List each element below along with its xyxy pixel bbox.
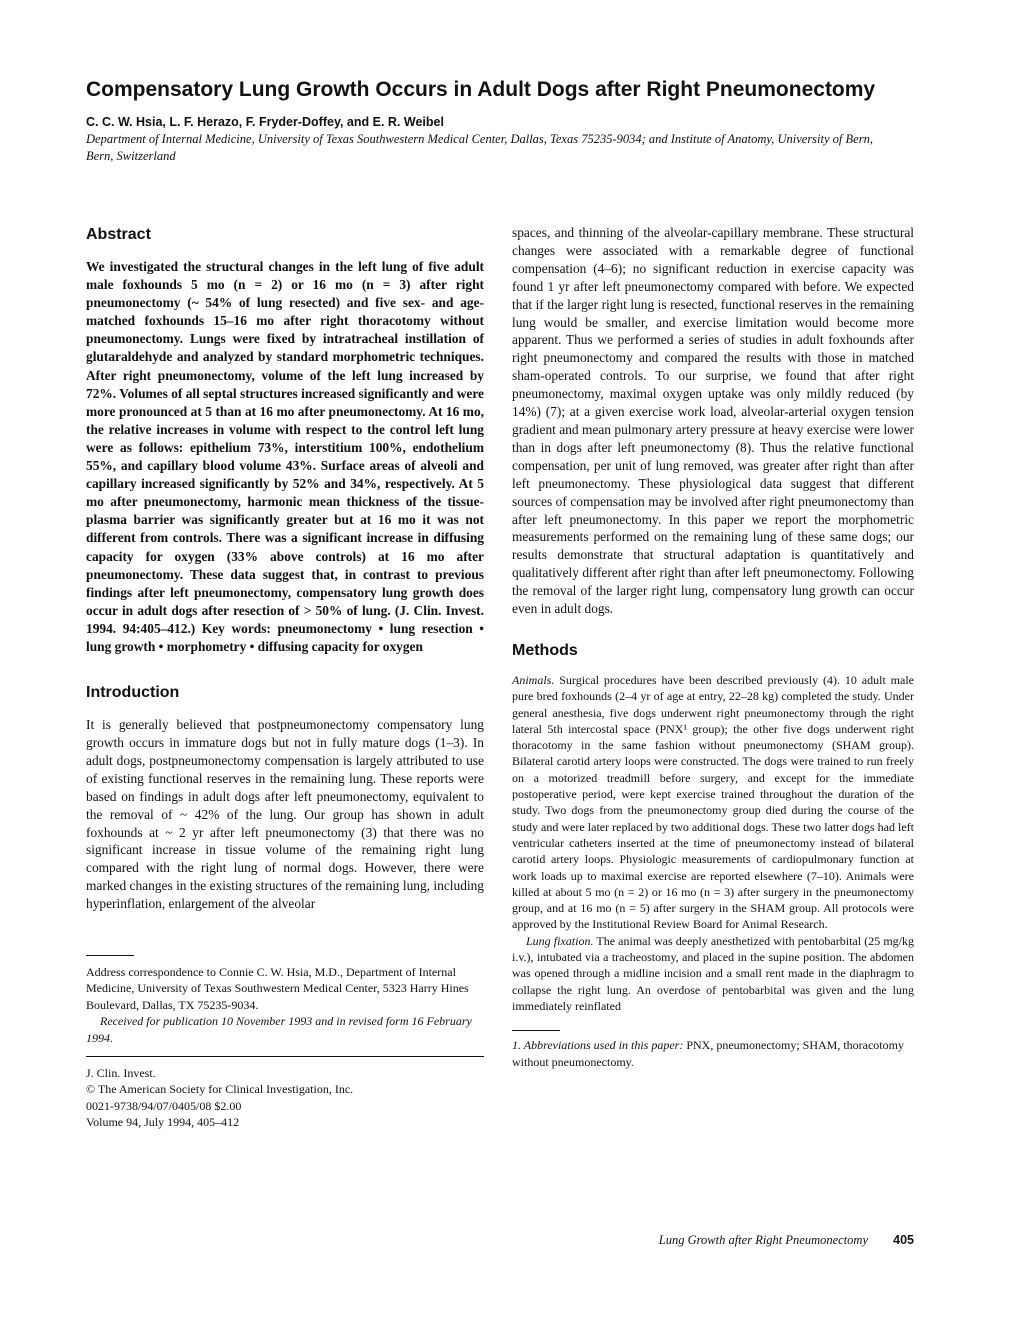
received-date: Received for publication 10 November 1993 and in revised form 16 February 1994. — [86, 1014, 472, 1045]
introduction-heading: Introduction — [86, 684, 180, 702]
animals-lead: Animals. — [512, 672, 555, 687]
left-column — [86, 224, 484, 1131]
issn-line: 0021-9738/94/07/0405/08 $2.00 — [86, 1098, 242, 1113]
page-number: 405 — [893, 1233, 914, 1247]
abstract-heading: Abstract — [86, 226, 151, 243]
author-list: C. C. W. Hsia, L. F. Herazo, F. Fryder-Doffey, and E. R. Weibel — [86, 115, 444, 129]
abbreviations-footnote — [512, 1037, 914, 1070]
right-column — [512, 224, 914, 1070]
introduction-continued: spaces, and thinning of the alveolar-capillary membrane. These structural changes were associated with a remarkable degree of functional compensation (4–6); no significant reduction in exercise capacity was found 1 yr after left pneumonectomy compared with before. We expected that if the larger right lung is resected, functional reserves in the remaining lung would be smaller, and exercise limitation would become more apparent. Thus we performed a series of studies in adult foxhounds after right pneumonectomy and compared the results with those in matched sham-operated controls. To our surprise, we found that after right pneumonectomy, maximal oxygen uptake was only mildly reduced (by 14%) (7); at a given exercise work load, alveolar-arterial oxygen tension gradient and mean pulmonary artery pressure at heavy exercise were lower than in dogs after left pneumonectomy (8). Thus the relative functional compensation, per unit of lung removed, was greater after right than after left pneumonectomy. These physiological data suggest that different sources of compensation may be involved after right pneumonectomy than after left pneumonectomy. In this paper we report the morphometric measurements performed on the remaining lung of these same dogs; our results demonstrate that structural adaptation is quantitatively and qualitatively different after right than after left pneumonectomy. Following the removal of the larger right lung, compensatory lung growth can occur even in adult dogs. — [512, 225, 914, 617]
animals-text: Surgical procedures have been described previously (4). 10 adult male pure bred foxhounds (2–4 yr of age at entry, 22–28 kg) completed the study. Under general anesthesia, five dogs underwent right pneumonectomy through the right lateral 5th intercostal space (PNX¹ group); the other five dogs underwent right thoracotomy in the same fashion without pneumonectomy (SHAM group). Bilateral carotid artery loops were constructed. The dogs were trained to run freely on a motorized treadmill before surgery, and except for the immediate postoperative period, were kept exercise trained throughout the duration of the study. Two dogs from the pneumonectomy group died during the course of the study and were later replaced by two additional dogs. These two latter dogs had left ventricular catheters inserted at the time of pneumonectomy instead of bilateral carotid artery loops. Physiologic measurements of cardiopulmonary function at work loads up to maximal exercise are reported elsewhere (7–10). Animals were killed at about 5 mo (n = 2) or 16 mo (n = 3) after surgery in the pneumonectomy group, and at 16 mo (n = 5) after surgery in the SHAM group. All protocols were approved by the Institutional Review Board for Animal Research. — [512, 672, 914, 932]
footnote-text: PNX, pneumonectomy; SHAM, thoracotomy without pneumonectomy. — [512, 1038, 904, 1069]
article-title: Compensatory Lung Growth Occurs in Adult Dogs after Right Pneumonectomy — [86, 78, 876, 101]
fixation-text: The animal was deeply anesthetized with pentobarbital (25 mg/kg i.v.), intubated via a tracheostomy, and placed in the supine position. The abdomen was opened through a midline incision and a small rent made in the diaphragm to collapse the right lung. An overdose of pentobarbital was given and the lung immediately reinflated — [512, 933, 914, 1013]
introduction-text: It is generally believed that postpneumonectomy compensatory lung growth occurs in immature dogs but not in fully mature dogs (1–3). In adult dogs, postpneumonectomy compensation is largely attributed to use of existing functional reserves in the remaining lung. These reports were based on findings in adult dogs after left pneumonectomy, equivalent to the removal of ~ 42% of the lung. Our group has shown in adult foxhounds at ~ 2 yr after left pneumonectomy (3) that there was no significant increase in tissue volume of the remaining right lung compared with the right lung of normal dogs. However, there were marked changes in the existing structures of the remaining lung, including hyperinflation, enlargement of the alveolar — [86, 717, 484, 912]
page-footer — [600, 1233, 914, 1248]
fixation-lead: Lung fixation. — [526, 933, 594, 948]
journal-name: J. Clin. Invest. — [86, 1066, 156, 1081]
running-title: Lung Growth after Right Pneumonectomy — [658, 1233, 869, 1247]
copyright-line: © The American Society for Clinical Investigation, Inc. — [86, 1082, 354, 1097]
volume-line: Volume 94, July 1994, 405–412 — [86, 1115, 240, 1130]
fixation-paragraph — [512, 933, 914, 1014]
animals-paragraph — [512, 672, 914, 933]
methods-heading: Methods — [512, 641, 578, 659]
correspondence-address: Address correspondence to Connie C. W. Hsia, M.D., Department of Internal Medicine, University of Texas Southwestern Medical Center, 5323 Harry Hines Boulevard, Dallas, TX 75235-9034. — [86, 965, 469, 1012]
abstract-text: We investigated the structural changes in the left lung of five adult male foxhounds 5 mo (n = 2) or 16 mo (n = 3) after right pneumonectomy (~ 54% of lung resected) and five sex- and age-matched foxhounds 15–16 mo after right thoracotomy without pneumonectomy. Lungs were fixed by intratracheal instillation of glutaraldehyde and analyzed by standard morphometric techniques. After right pneumonectomy, volume of the left lung increased by 72%. Volumes of all septal structures increased significantly and were more pronounced at 5 than at 16 mo after pneumonectomy. At 16 mo, the relative increases in volume with respect to the control left lung were as follows: epithelium 73%, interstitium 100%, endothelium 55%, and capillary blood volume 43%. Surface areas of alveoli and capillary increased significantly by 52% and 34%, respectively. At 5 mo after pneumonectomy, harmonic mean thickness of the tissue-plasma barrier was significantly greater but at 16 mo it was not different from controls. There was a significant increase in diffusing capacity for oxygen (33% above controls) at 16 mo after pneumonectomy. These data suggest that, in contrast to previous findings after left pneumonectomy, compensatory lung growth does occur in adult dogs after resection of > 50% of lung. (J. Clin. Invest. 1994. 94:405–412.) Key words: pneumonectomy • lung resection • lung growth • morphometry • diffusing capacity for oxygen — [86, 259, 484, 654]
footnote-label: 1. Abbreviations used in this paper: — [512, 1038, 684, 1053]
affiliation: Department of Internal Medicine, University of Texas Southwestern Medical Center, Dallas, Texas 75235-9034; and Institute of Anatomy, University of Bern, Bern, Switzerland — [86, 132, 873, 163]
